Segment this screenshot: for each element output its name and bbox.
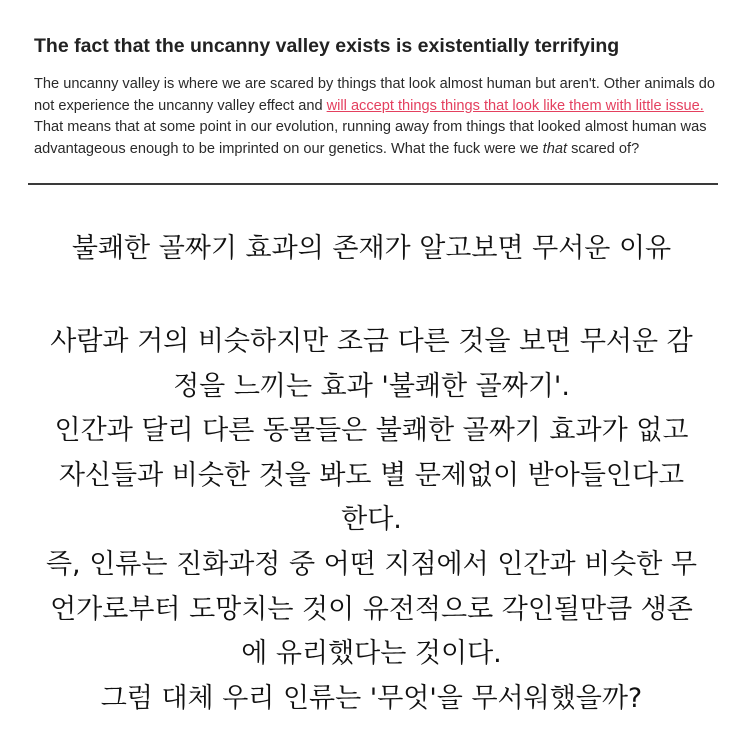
section-divider xyxy=(28,183,718,185)
translation-spacer xyxy=(0,271,743,320)
translation-line: 정을 느끼는 효과 '불쾌한 골짜기'. xyxy=(173,370,570,402)
reddit-post-screenshot xyxy=(0,0,743,185)
post-body-text-end: scared of? xyxy=(567,140,640,157)
translation-line: 인간과 달리 다른 동물들은 불쾌한 골짜기 효과가 없고 xyxy=(54,415,689,447)
korean-translation xyxy=(0,227,743,721)
translation-line: 에 유리했다는 것이다. xyxy=(241,638,502,670)
post-body-link[interactable]: will accept things things that look like them with little issue. xyxy=(326,97,704,114)
post-body-emphasis: that xyxy=(542,140,568,157)
translation-line: 한다. xyxy=(341,504,402,536)
post-body xyxy=(34,74,724,160)
post-body-text-middle: That means that at some point in our evolution, running away from things that looked almost human was advantageous enough to be imprinted on our genetics. What the fuck were we xyxy=(34,119,707,157)
post-title: The fact that the uncanny valley exists is existentially terrifying xyxy=(34,35,620,57)
translation-line: 그럼 대체 우리 인류는 '무엇'을 무서워했을까? xyxy=(100,682,643,714)
post-body-text-start: The uncanny valley is where we are scared by things that look almost human but aren't. Other animals do not experience the uncanny valley effect and xyxy=(34,76,715,114)
translation-title: 불쾌한 골짜기 효과의 존재가 알고보면 무서운 이유 xyxy=(71,233,672,264)
translation-line: 즉, 인류는 진화과정 중 어떤 지점에서 인간과 비슷한 무 xyxy=(45,548,698,580)
translation-line: 언가로부터 도망치는 것이 유전적으로 각인될만큼 생존 xyxy=(50,593,693,625)
translation-line: 사람과 거의 비슷하지만 조금 다른 것을 보면 무서운 감 xyxy=(50,326,693,357)
translation-line: 자신들과 비슷한 것을 봐도 별 문제없이 받아들인다고 xyxy=(58,459,685,491)
